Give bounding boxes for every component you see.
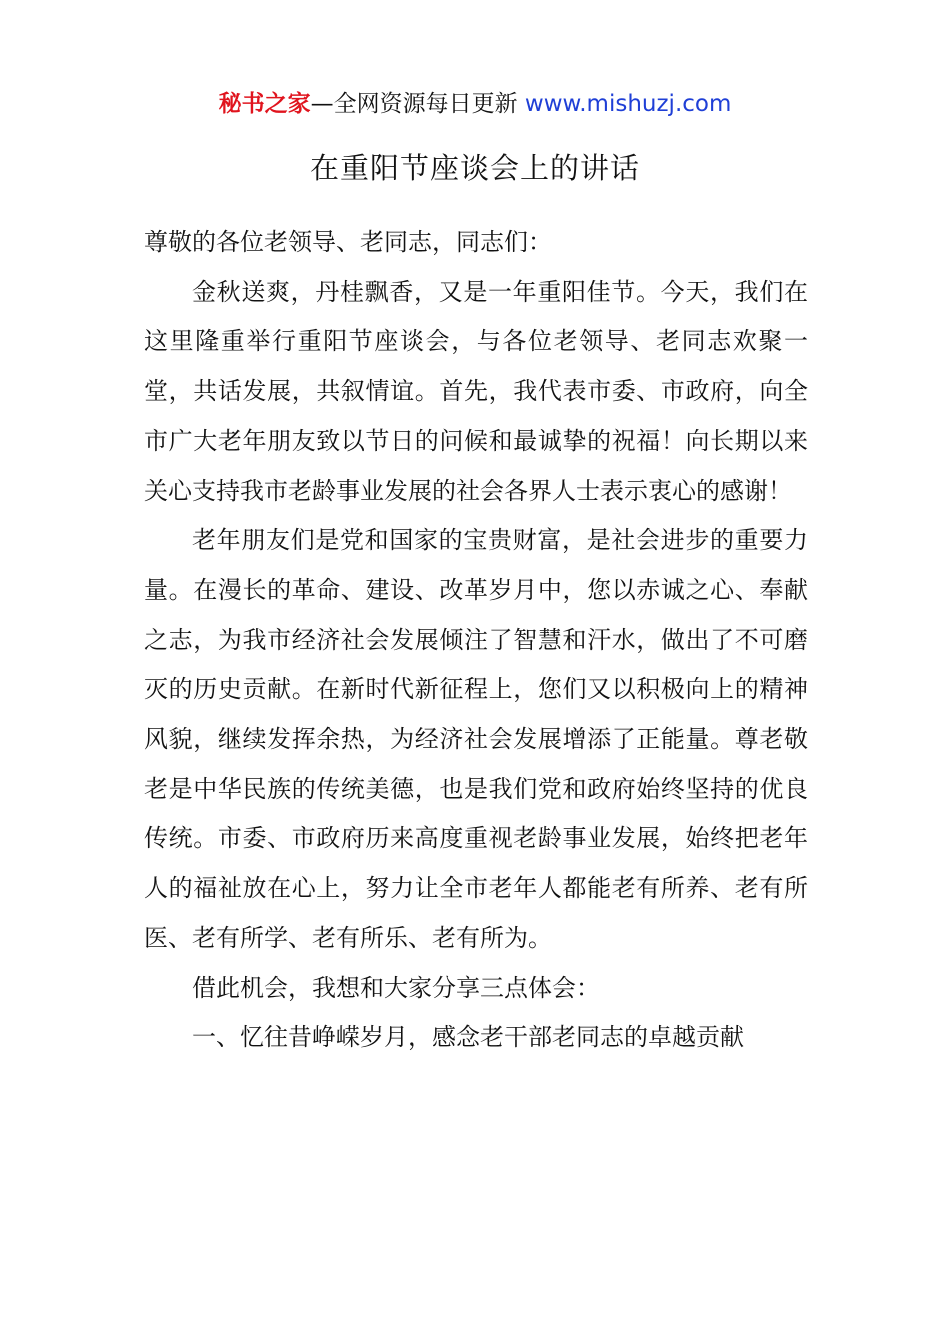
paragraph-tribute: 老年朋友们是党和国家的宝贵财富，是社会进步的重要力量。在漫长的革命、建设、改革岁月中，您以赤诚之心、奉献之志，为我市经济社会发展倾注了智慧和汗水，做出了不可磨灭的历史贡献。在新时代新征程上，您们又以积极向上的精神风貌，继续发挥余热，为经济社会发展增添了正能量。尊老敬老是中华民族的传统美德，也是我们党和政府始终坚持的优良传统。市委、市政府历来高度重视老龄事业发展，始终把老年人的福祉放在心上，努力让全市老年人都能老有所养、老有所医、老有所学、老有所乐、老有所为。 [144,526,808,952]
salutation: 尊敬的各位老领导、老同志，同志们： [144,228,552,256]
paragraph-opening: 金秋送爽，丹桂飘香，又是一年重阳佳节。今天，我们在这里隆重举行重阳节座谈会，与各位老领导、老同志欢聚一堂，共话发展，共叙情谊。首先，我代表市委、市政府，向全市广大老年朋友致以节日的问候和最诚挚的祝福！向长期以来关心支持我市老龄事业发展的社会各界人士表示衷心的感谢！ [144,277,808,505]
site-slogan: —全网资源每日更新 [310,91,518,117]
section-heading-1: 一、忆往昔峥嵘岁月，感念老干部老同志的卓越贡献 [192,1023,744,1052]
document-body [144,218,808,1063]
document-title: 在重阳节座谈会上的讲话 [309,151,640,185]
site-url-link[interactable]: www.mishuzj.com [524,91,732,117]
site-banner [0,88,950,120]
site-brand-name: 秘书之家 [218,91,311,117]
paragraph-transition: 借此机会，我想和大家分享三点体会： [192,973,600,1002]
